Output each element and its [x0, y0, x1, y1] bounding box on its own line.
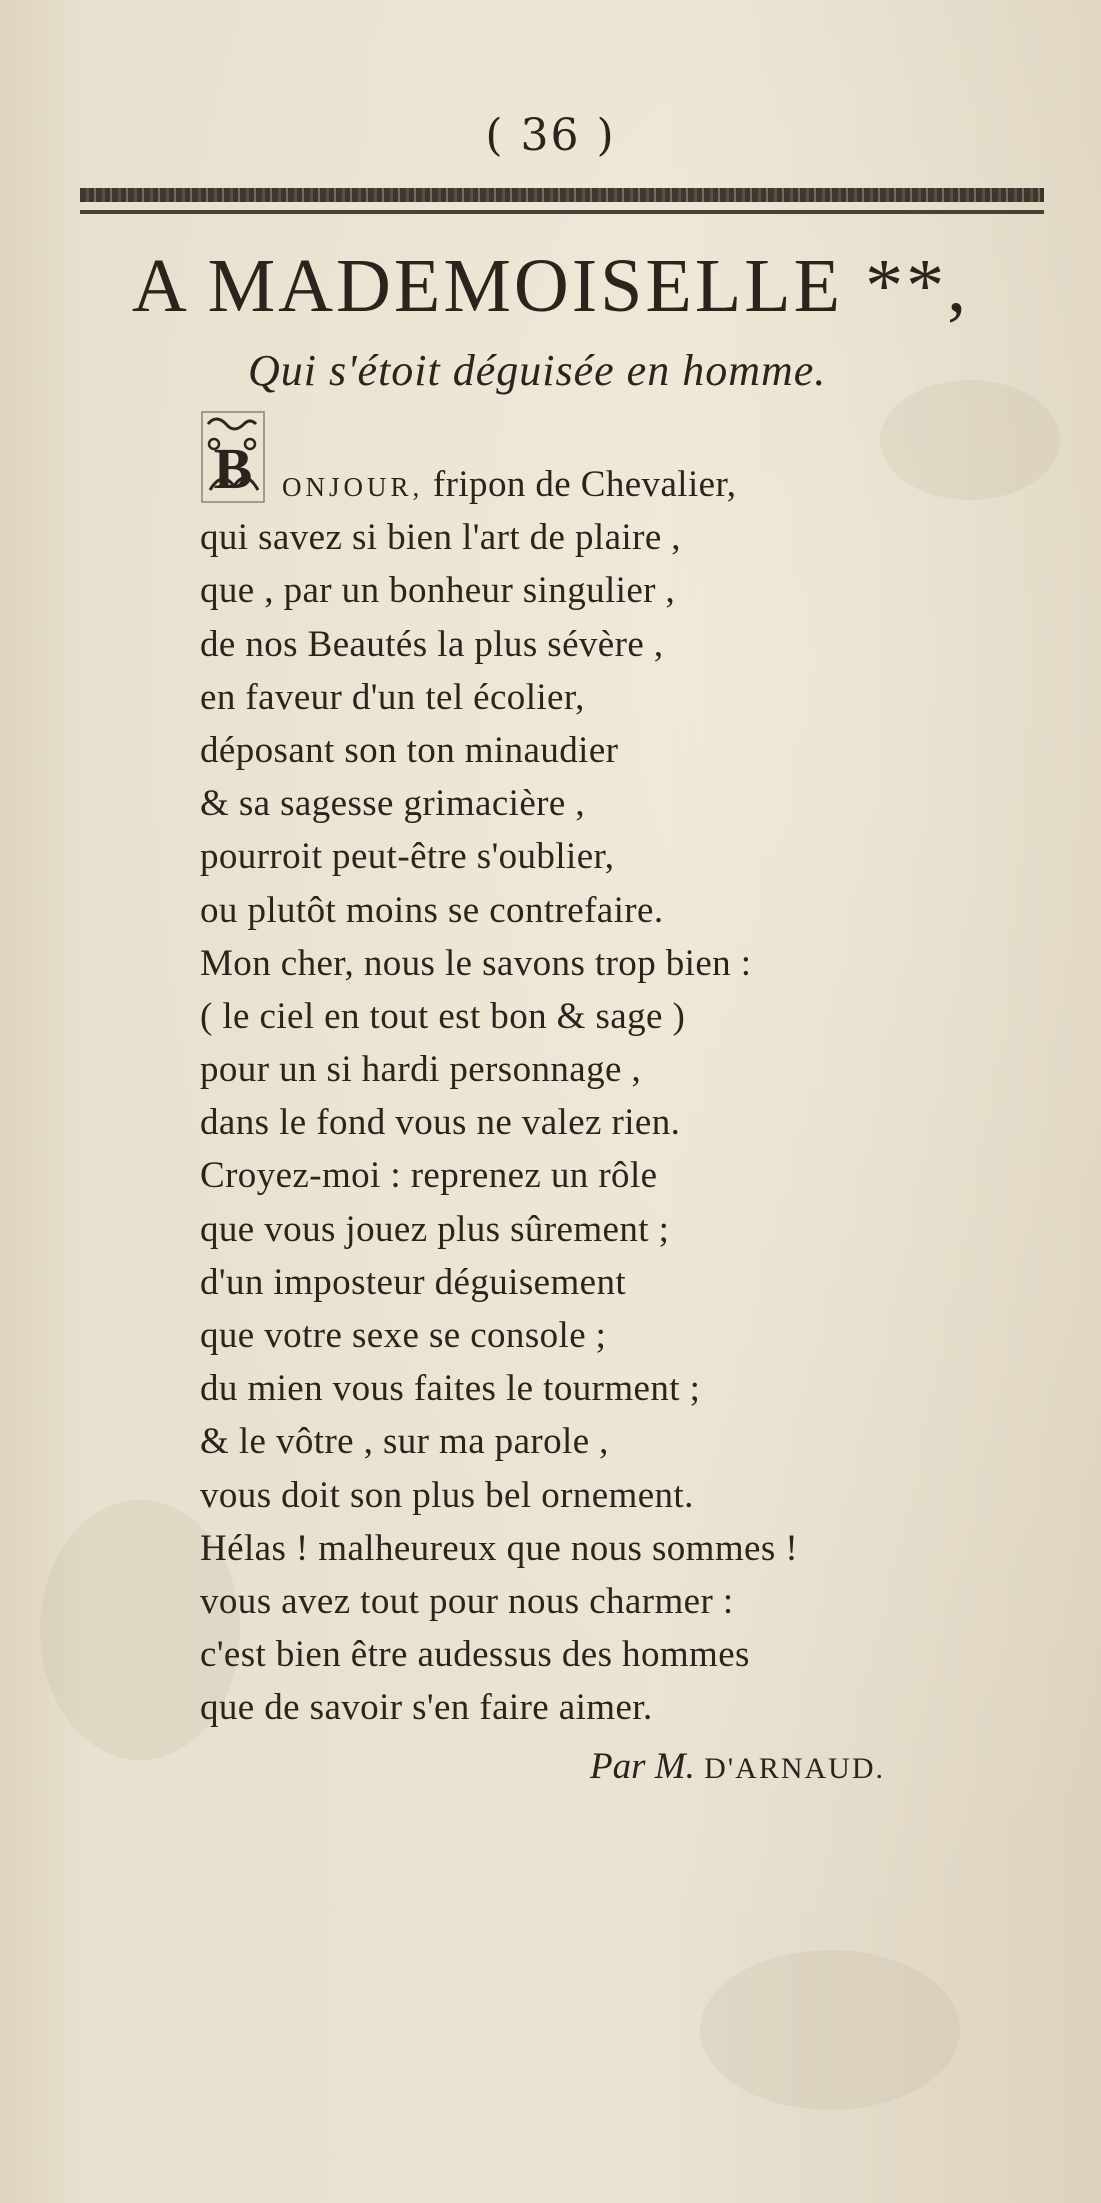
paper-stain [700, 1950, 960, 2110]
signature-prefix: Par M. [590, 1746, 695, 1787]
poem-line: d'un imposteur déguisement [200, 1261, 627, 1303]
poem-line: ou plutôt moins se contrefaire. [200, 889, 664, 931]
poem-subtitle: Qui s'étoit déguisée en homme. [248, 346, 827, 395]
signature [590, 1745, 885, 1788]
ornamental-rule [80, 188, 1044, 202]
poem-line: ( le ciel en tout est bon & sage ) [200, 995, 686, 1037]
poem-title: A MADEMOISELLE **, [131, 244, 970, 328]
poem-line: du mien vous faites le tourment ; [200, 1368, 701, 1410]
poem-line: qui savez si bien l'art de plaire , [200, 517, 681, 559]
poem-line: & sa sagesse grimacière , [200, 783, 585, 825]
poem-line: Hélas ! malheureux que nous sommes ! [200, 1527, 799, 1569]
poem-line: que votre sexe se console ; [200, 1315, 607, 1356]
poem-line: pourroit peut-être s'oublier, [200, 836, 615, 878]
poem-line [200, 458, 1020, 511]
poem-line: déposant son ton minaudier [200, 729, 619, 771]
poem-line: en faveur d'un tel écolier, [200, 676, 585, 718]
poem-line: que de savoir s'en faire aimer. [200, 1687, 653, 1729]
poem-body [200, 458, 1020, 1735]
poem-line: que , par un bonheur singulier , [200, 570, 676, 612]
poem-line: vous doit son plus bel ornement. [200, 1474, 694, 1516]
poem-line: dans le fond vous ne valez rien. [200, 1102, 681, 1144]
poem-line: Mon cher, nous le savons trop bien : [200, 942, 752, 984]
poem-line: & le vôtre , sur ma parole , [200, 1421, 609, 1463]
poem-line-text: fripon de Chevalier, [423, 464, 737, 505]
page-number: ( 36 ) [485, 110, 616, 161]
first-word-smallcaps: ONJOUR, [282, 472, 424, 502]
rule-line [80, 210, 1044, 214]
poem-line: que vous jouez plus sûrement ; [200, 1208, 670, 1250]
dropcap-letter: B [213, 436, 253, 501]
poem-line: pour un si hardi personnage , [200, 1049, 642, 1091]
poem-line: de nos Beautés la plus sévère , [200, 623, 664, 665]
poem-line: Croyez-moi : reprenez un rôle [200, 1155, 658, 1197]
poem-line: vous avez tout pour nous charmer : [200, 1580, 734, 1622]
poem-line: c'est bien être audessus des hommes [200, 1634, 750, 1676]
signature-name: D'ARNAUD. [704, 1752, 885, 1785]
